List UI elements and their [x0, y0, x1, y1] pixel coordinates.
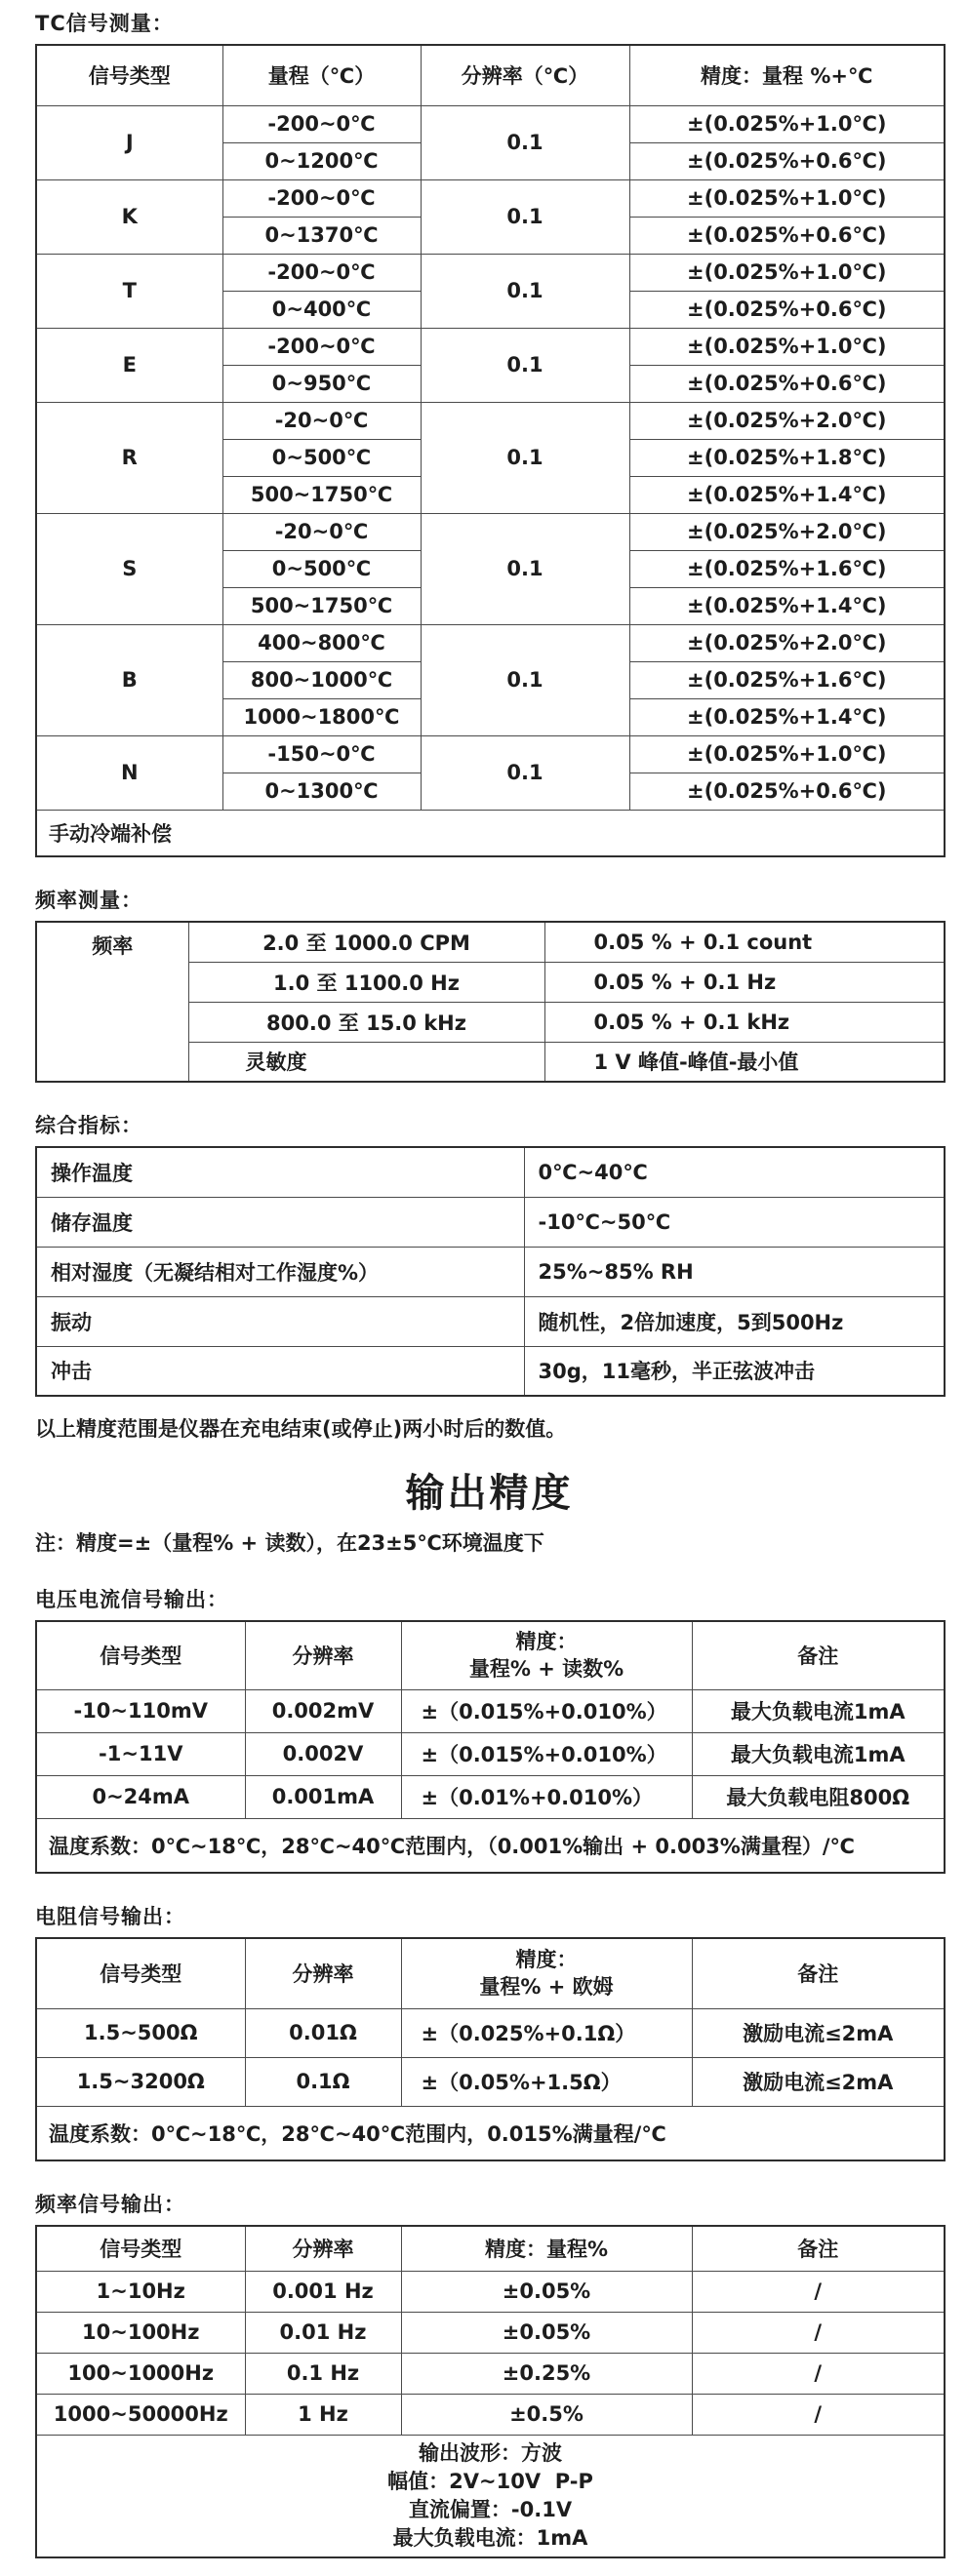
tc-range-cell: 0~500℃ [222, 550, 421, 587]
tc-range-cell: -20~0℃ [222, 402, 421, 439]
tc-range-cell: 0~400℃ [222, 291, 421, 328]
spec-value-cell: 30g，11毫秒，半正弦波冲击 [524, 1346, 945, 1396]
accuracy-cell: ±0.25% [401, 2353, 692, 2394]
tc-range-cell: 500~1750℃ [222, 587, 421, 624]
tc-type-cell: E [36, 328, 222, 402]
tc-type-cell: B [36, 624, 222, 735]
resolution-cell: 0.002mV [245, 1689, 401, 1732]
header-accuracy-line2: 量程% + 读数% [468, 1657, 624, 1682]
signal-type-cell: -10~110mV [36, 1689, 245, 1732]
accuracy-cell: ±（0.025%+0.1Ω） [401, 2008, 692, 2057]
resolution-cell: 0.01Ω [245, 2008, 401, 2057]
tc-range-cell: -200~0℃ [222, 179, 421, 217]
remark-cell: / [692, 2394, 945, 2435]
tc-range-cell: 0~1370℃ [222, 217, 421, 254]
resolution-cell: 1 Hz [245, 2394, 401, 2435]
freq-row-label: 频率 [36, 922, 188, 1082]
table-row [36, 1147, 945, 1197]
header-signal-type: 信号类型 [36, 1938, 245, 2008]
remark-cell: / [692, 2271, 945, 2312]
table-row [36, 1732, 945, 1775]
remark-cell: 最大负载电流1mA [692, 1689, 945, 1732]
output-waveform-notes [36, 2435, 945, 2557]
remark-cell: / [692, 2312, 945, 2353]
accuracy-cell: ±0.05% [401, 2271, 692, 2312]
signal-type-cell: -1~11V [36, 1732, 245, 1775]
spec-value-cell: -10℃~50℃ [524, 1197, 945, 1247]
table-row [36, 254, 945, 291]
spec-value-cell: 25%~85% RH [524, 1247, 945, 1296]
table-row [36, 1689, 945, 1732]
table-row [36, 2057, 945, 2106]
table-row [36, 1296, 945, 1346]
remark-cell: 激励电流≤2mA [692, 2008, 945, 2057]
header-signal-type: 信号类型 [36, 45, 222, 105]
header-accuracy-line1: 精度： [515, 1629, 578, 1653]
tc-range-cell: 800~1000℃ [222, 661, 421, 698]
frequency-output-table [35, 2225, 946, 2558]
general-section-label: 综合指标： [35, 1114, 142, 1137]
table-row [36, 2353, 945, 2394]
tc-accuracy-cell: ±(0.025%+1.8℃) [629, 439, 945, 476]
spec-value-cell: 0℃~40℃ [524, 1147, 945, 1197]
resistance-output-table [35, 1937, 946, 2161]
resolution-cell: 0.001mA [245, 1775, 401, 1818]
tc-accuracy-cell: ±(0.025%+1.4℃) [629, 587, 945, 624]
table-header-row [36, 45, 945, 105]
tc-range-cell: -200~0℃ [222, 254, 421, 291]
signal-type-cell: 1.5~3200Ω [36, 2057, 245, 2106]
remark-cell: / [692, 2353, 945, 2394]
tc-range-cell: 0~950℃ [222, 365, 421, 402]
accuracy-cell: ±0.5% [401, 2394, 692, 2435]
temp-coefficient-note: 温度系数：0℃~18℃，28℃~40℃范围内，0.015%满量程/℃ [36, 2106, 945, 2160]
accuracy-cell: ±（0.015%+0.010%） [401, 1732, 692, 1775]
table-row [36, 922, 945, 962]
voltage-current-output-table [35, 1620, 946, 1874]
tc-accuracy-cell: ±(0.025%+0.6℃) [629, 365, 945, 402]
spec-item-cell: 振动 [36, 1296, 524, 1346]
header-accuracy-line2: 量程% + 欧姆 [479, 1975, 614, 2000]
tc-range-cell: -20~0℃ [222, 513, 421, 550]
tc-accuracy-cell: ±(0.025%+0.6℃) [629, 291, 945, 328]
header-resolution: 分辨率（℃） [421, 45, 629, 105]
general-specs-table [35, 1146, 946, 1397]
output-accuracy-note: 注：精度=±（量程% + 读数），在23±5℃环境温度下 [35, 1531, 544, 1555]
tc-accuracy-cell: ±(0.025%+0.6℃) [629, 773, 945, 810]
tc-range-cell: -200~0℃ [222, 328, 421, 365]
header-accuracy-line1: 精度： [515, 1947, 578, 1971]
header-accuracy: 精度：量程 %+℃ [629, 45, 945, 105]
tc-range-cell: -150~0℃ [222, 735, 421, 773]
remark-cell: 激励电流≤2mA [692, 2057, 945, 2106]
temp-coefficient-note: 温度系数：0℃~18℃，28℃~40℃范围内，（0.001%输出 + 0.003%满量程）/℃ [36, 1818, 945, 1873]
table-footer-row [36, 2435, 945, 2557]
tc-type-cell: R [36, 402, 222, 513]
accuracy-cell: ±（0.01%+0.010%） [401, 1775, 692, 1818]
header-accuracy: 精度：量程% [401, 2226, 692, 2271]
resolution-cell: 0.001 Hz [245, 2271, 401, 2312]
header-range: 量程（℃） [222, 45, 421, 105]
table-footer-row [36, 2106, 945, 2160]
tc-range-cell: -200~0℃ [222, 105, 421, 142]
resolution-cell: 0.1 Hz [245, 2353, 401, 2394]
table-header-row [36, 1938, 945, 2008]
tc-section-label: TC信号测量： [35, 12, 174, 35]
signal-type-cell: 1.5~500Ω [36, 2008, 245, 2057]
header-signal-type: 信号类型 [36, 2226, 245, 2271]
tc-accuracy-cell: ±(0.025%+1.0℃) [629, 328, 945, 365]
accuracy-cell: ±（0.05%+1.5Ω） [401, 2057, 692, 2106]
accuracy-condition-note: 以上精度范围是仪器在充电结束(或停止)两小时后的数值。 [35, 1417, 567, 1441]
tc-resolution-cell: 0.1 [421, 624, 629, 735]
signal-type-cell: 100~1000Hz [36, 2353, 245, 2394]
table-header-row [36, 2226, 945, 2271]
resolution-cell: 0.1Ω [245, 2057, 401, 2106]
manual-cold-junction-note: 手动冷端补偿 [36, 810, 945, 856]
tc-accuracy-cell: ±(0.025%+1.0℃) [629, 254, 945, 291]
tc-accuracy-cell: ±(0.025%+1.4℃) [629, 476, 945, 513]
tc-resolution-cell: 0.1 [421, 179, 629, 254]
tc-resolution-cell: 0.1 [421, 105, 629, 179]
tc-type-cell: S [36, 513, 222, 624]
freq-sensitivity-cell: 灵敏度 [188, 1042, 544, 1082]
tc-range-cell: 1000~1800℃ [222, 698, 421, 735]
tc-accuracy-cell: ±(0.025%+2.0℃) [629, 624, 945, 661]
tc-range-cell: 0~1200℃ [222, 142, 421, 179]
spec-value-cell: 随机性，2倍加速度，5到500Hz [524, 1296, 945, 1346]
tc-type-cell: T [36, 254, 222, 328]
header-signal-type: 信号类型 [36, 1621, 245, 1689]
tc-accuracy-cell: ±(0.025%+1.0℃) [629, 105, 945, 142]
table-row [36, 402, 945, 439]
table-row [36, 2008, 945, 2057]
tc-range-cell: 0~500℃ [222, 439, 421, 476]
dc-offset-line: 直流偏置：-0.1V [408, 2497, 573, 2521]
accuracy-cell: ±（0.015%+0.010%） [401, 1689, 692, 1732]
header-accuracy [401, 1938, 692, 2008]
freq-accuracy-cell: 1 V 峰值-峰值-最小值 [544, 1042, 945, 1082]
freq-accuracy-cell: 0.05 % + 0.1 Hz [544, 962, 945, 1002]
output-waveform-line: 输出波形：方波 [419, 2440, 562, 2465]
tc-resolution-cell: 0.1 [421, 254, 629, 328]
header-resolution: 分辨率 [245, 1621, 401, 1689]
table-footer-row [36, 1818, 945, 1873]
tc-accuracy-cell: ±(0.025%+2.0℃) [629, 513, 945, 550]
table-row [36, 624, 945, 661]
max-load-current-line: 最大负载电流：1mA [392, 2525, 588, 2550]
tc-resolution-cell: 0.1 [421, 513, 629, 624]
tc-accuracy-cell: ±(0.025%+2.0℃) [629, 402, 945, 439]
tc-signal-table [35, 44, 946, 857]
tc-accuracy-cell: ±(0.025%+1.6℃) [629, 550, 945, 587]
table-row [36, 179, 945, 217]
tc-accuracy-cell: ±(0.025%+1.6℃) [629, 661, 945, 698]
signal-type-cell: 10~100Hz [36, 2312, 245, 2353]
tc-resolution-cell: 0.1 [421, 735, 629, 810]
resolution-cell: 0.01 Hz [245, 2312, 401, 2353]
signal-type-cell: 1~10Hz [36, 2271, 245, 2312]
tc-range-cell: 500~1750℃ [222, 476, 421, 513]
freq-section-label: 频率测量： [35, 889, 142, 912]
table-row [36, 513, 945, 550]
header-accuracy [401, 1621, 692, 1689]
header-remark: 备注 [692, 1938, 945, 2008]
table-row [36, 1346, 945, 1396]
tc-type-cell: K [36, 179, 222, 254]
accuracy-cell: ±0.05% [401, 2312, 692, 2353]
freq-range-cell: 800.0 至 15.0 kHz [188, 1002, 544, 1042]
table-row [36, 2394, 945, 2435]
tc-resolution-cell: 0.1 [421, 328, 629, 402]
table-row [36, 328, 945, 365]
signal-type-cell: 0~24mA [36, 1775, 245, 1818]
table-row [36, 735, 945, 773]
table-header-row [36, 1621, 945, 1689]
table-row [36, 2312, 945, 2353]
tc-accuracy-cell: ±(0.025%+0.6℃) [629, 142, 945, 179]
table-footer-row [36, 810, 945, 856]
tc-accuracy-cell: ±(0.025%+0.6℃) [629, 217, 945, 254]
tc-type-cell: J [36, 105, 222, 179]
spec-item-cell: 操作温度 [36, 1147, 524, 1197]
table-row [36, 1247, 945, 1296]
table-row [36, 1197, 945, 1247]
resolution-cell: 0.002V [245, 1732, 401, 1775]
frequency-measure-table [35, 921, 946, 1083]
remark-cell: 最大负载电流1mA [692, 1732, 945, 1775]
spec-item-cell: 储存温度 [36, 1197, 524, 1247]
tc-type-cell: N [36, 735, 222, 810]
table-row [36, 105, 945, 142]
tc-accuracy-cell: ±(0.025%+1.0℃) [629, 179, 945, 217]
table-row [36, 1775, 945, 1818]
freq-accuracy-cell: 0.05 % + 0.1 kHz [544, 1002, 945, 1042]
res-section-label: 电阻信号输出： [35, 1905, 185, 1928]
freq-out-section-label: 频率信号输出： [35, 2193, 185, 2216]
header-remark: 备注 [692, 1621, 945, 1689]
freq-range-cell: 1.0 至 1100.0 Hz [188, 962, 544, 1002]
tc-accuracy-cell: ±(0.025%+1.4℃) [629, 698, 945, 735]
remark-cell: 最大负载电阻800Ω [692, 1775, 945, 1818]
header-resolution: 分辨率 [245, 1938, 401, 2008]
vi-section-label: 电压电流信号输出： [35, 1588, 228, 1611]
header-resolution: 分辨率 [245, 2226, 401, 2271]
header-remark: 备注 [692, 2226, 945, 2271]
tc-accuracy-cell: ±(0.025%+1.0℃) [629, 735, 945, 773]
freq-range-cell: 2.0 至 1000.0 CPM [188, 922, 544, 962]
signal-type-cell: 1000~50000Hz [36, 2394, 245, 2435]
spec-item-cell: 冲击 [36, 1346, 524, 1396]
amplitude-line: 幅值：2V~10V P-P [387, 2469, 593, 2493]
tc-range-cell: 0~1300℃ [222, 773, 421, 810]
spec-item-cell: 相对湿度（无凝结相对工作湿度%） [36, 1247, 524, 1296]
tc-resolution-cell: 0.1 [421, 402, 629, 513]
tc-range-cell: 400~800℃ [222, 624, 421, 661]
freq-accuracy-cell: 0.05 % + 0.1 count [544, 922, 945, 962]
page-title: 输出精度 [405, 1471, 574, 1516]
table-row [36, 2271, 945, 2312]
